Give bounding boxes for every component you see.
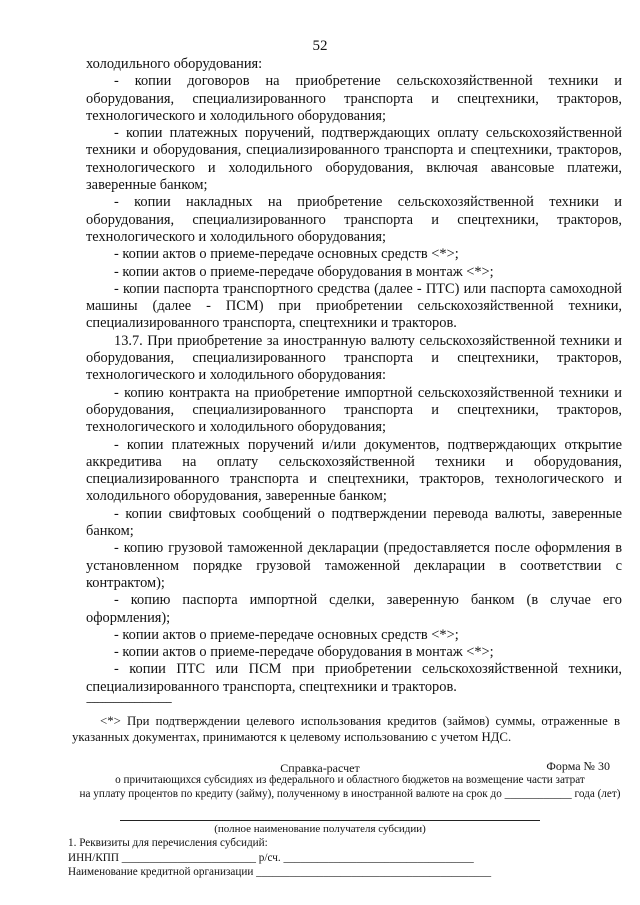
list-item: - копии актов о приеме-передаче оборудования в монтаж <*>;	[114, 263, 494, 280]
bank-name-field: Наименование кредитной организации __________________________________________	[68, 866, 492, 878]
payment-details-heading: 1. Реквизиты для перечисления субсидий:	[68, 837, 268, 849]
list-item: - копии договоров на приобретение сельскохозяйственной техники и оборудования, специализированного транспорта и спецтехники, тракторов, технологического и холодильного оборудования;	[86, 73, 622, 124]
list-item: - копию контракта на приобретение импортной сельскохозяйственной техники и оборудования, специализированного транспорта и спецтехники, тракторов, технологического и холодильного оборудования;	[86, 384, 622, 436]
list-item: - копии актов о приеме-передаче оборудования в монтаж <*>;	[114, 644, 494, 661]
list-item: - копии накладных на приобретение сельскохозяйственной техники и оборудования, специализированного транспорта и спецтехники, тракторов, технологического и холодильного оборудования;	[86, 194, 622, 245]
list-item: - копии актов о приеме-передаче основных средств <*>;	[114, 246, 459, 263]
list-item: - копии паспорта транспортного средства (далее - ПТС) или паспорта самоходной машины (далее - ПСМ) при приобретении сельскохозяйственной техники, специализированного транспорта, спецтехники и тракторов.	[86, 280, 622, 332]
footnote-separator: --------------------------------	[86, 695, 172, 708]
list-item: - копию грузовой таможенной декларации (предоставляется после оформления в установленном порядке грузовой таможенной декларации в соответствии с контрактом);	[86, 540, 622, 591]
page-number: 52	[312, 38, 328, 54]
list-item: - копии платежных поручений и/или документов, подтверждающих открытие аккредитива на оплату сельскохозяйственной техники и оборудования, специализированного транспорта и спецтехники, тракторов, технологического и холодильного оборудования, заверенные банком;	[86, 436, 622, 505]
recipient-name-line	[120, 820, 540, 821]
form-number: Форма № 30	[546, 759, 610, 773]
document-body	[86, 56, 622, 708]
list-item: - копии свифтовых сообщений о подтверждении перевода валюты, заверенные банком;	[86, 505, 622, 540]
list-item: - копию паспорта импортной сделки, заверенную банком (в случае его оформления);	[86, 592, 622, 626]
section-13-7: 13.7. При приобретение за иностранную валюту сельскохозяйственной техники и оборудования, специализированного транспорта и спецтехники, тракторов, технологического и холодильного оборудования:	[86, 332, 622, 384]
form-subtitle	[70, 773, 630, 801]
form-fields	[68, 836, 628, 880]
footnote	[72, 713, 620, 745]
list-item: - копии актов о приеме-передаче основных средств <*>;	[114, 626, 459, 643]
form-title: Справка-расчет	[280, 761, 360, 775]
form-subtitle-line: на уплату процентов по кредиту (займу), полученному в иностранной валюте на срок до ____________ года (лет)	[79, 788, 621, 800]
form-subtitle-line: о причитающихся субсидиях из федерального и областного бюджетов на возмещение части затрат	[115, 774, 585, 786]
inn-kpp-field: ИНН/КПП ________________________ р/сч. __________________________________	[68, 851, 474, 864]
list-item: - копии платежных поручений, подтверждающих оплату сельскохозяйственной техники и оборудования, специализированного транспорта и спецтехники, тракторов, технологического и холодильного оборудования, включая авансовые платежи, заверенные банком;	[86, 125, 622, 194]
recipient-name-caption: (полное наименование получателя субсидии)	[214, 823, 426, 835]
list-item: - копии ПТС или ПСМ при приобретении сельскохозяйственной техники, специализированного транспорта, спецтехники и тракторов.	[86, 661, 622, 695]
paragraph-continuation: холодильного оборудования:	[86, 56, 263, 72]
footnote-text: <*> При подтверждении целевого использования кредитов (займов) суммы, отраженные в указанных документах, принимаются к целевому использованию с учетом НДС.	[72, 714, 620, 744]
